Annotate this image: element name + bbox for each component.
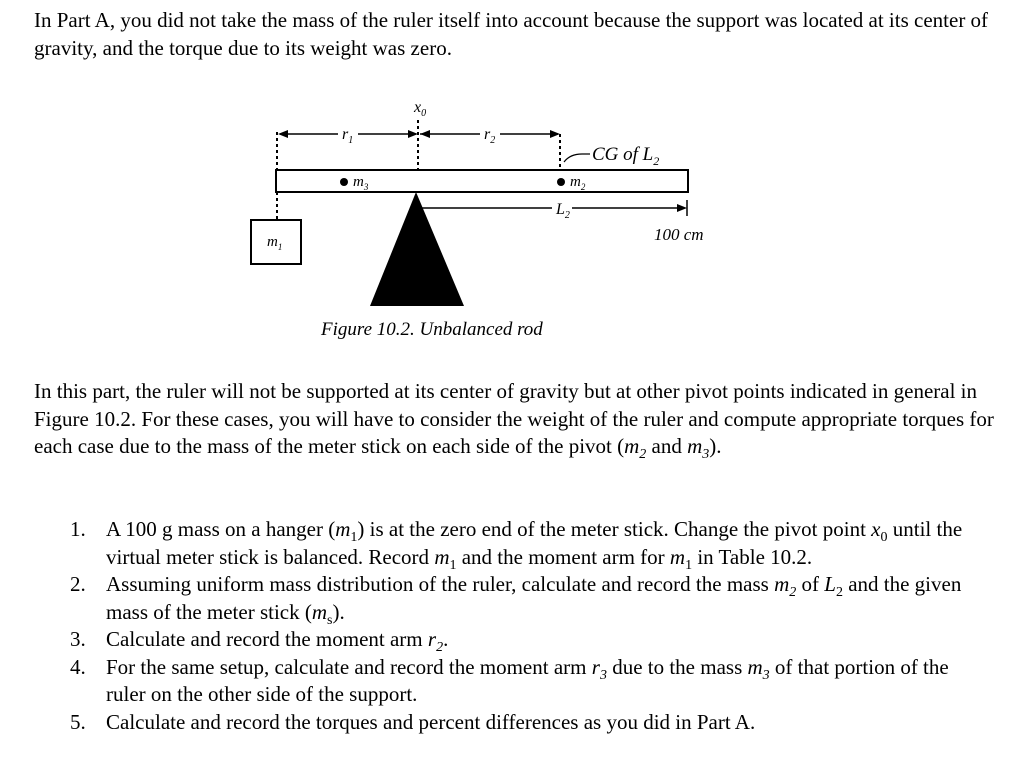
r2-arrowhead-left: [420, 130, 430, 138]
step-1: 1. A 100 g mass on a hanger $(m_1)$ is at the zero end of the meter stick. Change the pivot point $x_0$ until the virtual meter stick is balanced. Record $m_1$ and the moment arm for $m_1$ in Table 10.2.: [70, 517, 963, 573]
end-label-100cm: 100 cm: [654, 225, 704, 244]
step-number: 2.: [70, 572, 86, 596]
step-4: 4. For the same setup, calculate and record the moment arm $r_3$ due to the mass $m_3$ of that portion of the ruler on the other side of the support.: [70, 654, 949, 706]
r2-arrowhead-right: [550, 130, 560, 138]
x0-label: $x_0$: [414, 99, 427, 119]
m3-label: $m_3$: [353, 174, 369, 192]
pivot-triangle: [370, 192, 464, 306]
ruler: [276, 170, 688, 192]
steps-list: [70, 516, 970, 736]
m3-dot: [340, 178, 348, 186]
step-2: 2. Assuming uniform mass distribution of the ruler, calculate and record the mass $m_2$ of $L_2$ and the given mass of the meter stick $(m_s)$.: [70, 572, 962, 628]
r2-label: $r_2$: [484, 126, 496, 146]
m1-label: $m_1$: [267, 234, 283, 252]
m2-label: $m_2$: [570, 174, 586, 192]
step-number: 4.: [70, 654, 86, 679]
r1-label: $r_1$: [342, 126, 354, 146]
l2-label: $L_2$: [556, 201, 570, 221]
step-number: 1.: [70, 517, 86, 541]
part-paragraph: In this part, the ruler will not be supported at its center of gravity but at other pivot points indicated in general in Figure 10.2. For these cases, you will have to consider the weight of the ruler and compute appropriate torques for each case due to the mass of the meter stick on each side of the pivot ($m_2$ and $m_3$).: [34, 379, 994, 463]
cg-leader-line: [564, 154, 590, 162]
intro-paragraph: In Part A, you did not take the mass of the ruler itself into account because the support was located at its center of gravity, and the torque due to its weight was zero.: [34, 8, 989, 60]
cg-label: CG of $L_2$: [592, 144, 660, 168]
step-number: 3.: [70, 627, 86, 651]
step-number: 5.: [70, 709, 86, 734]
l2-arrowhead-right: [677, 204, 687, 212]
r1-arrowhead-left: [278, 130, 288, 138]
r1-arrowhead-right: [408, 130, 418, 138]
unbalanced-rod-figure: [240, 92, 740, 352]
step-3: 3. Calculate and record the moment arm $r_2$.: [70, 627, 449, 656]
figure-caption: Figure 10.2. Unbalanced rod: [321, 319, 543, 340]
m2-dot: [557, 178, 565, 186]
step-5: 5. Calculate and record the torques and percent differences as you did in Part A.: [70, 709, 970, 737]
